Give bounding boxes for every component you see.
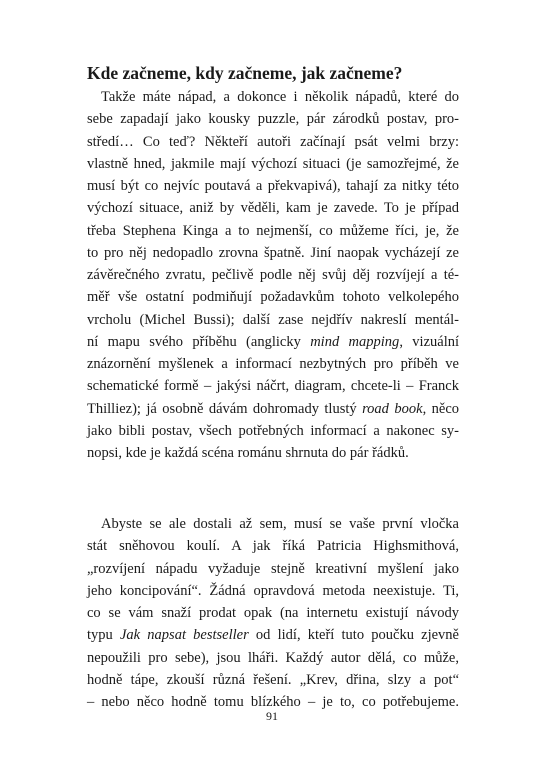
text-line: co se vám snaží prodat opak (na internetu existují návody	[87, 605, 459, 621]
text-line: nepoužili pro sebe), jsou lháři. Každý autor dělá, co může,	[87, 649, 459, 666]
text-line: jako bibli postav, všech potřebných informací a nakonec sy-	[87, 422, 459, 439]
text-line: třeba Stephena Kinga a to nejmenší, co můžeme říci, je, že	[87, 222, 459, 239]
text-line: „rozvíjení nápadu vyžaduje stejně kreativní myšlení jako	[87, 560, 459, 577]
text-line: středí… Co teď? Někteří autoři začínají psát velmi brzy:	[87, 133, 459, 150]
text-line: znázornění myšlenek a informací nezbytných pro příběh ve	[87, 356, 459, 372]
text-line: závěrečného zvratu, pečlivě podle něj svůj děj rozvíjejí a té-	[87, 267, 459, 283]
text-line-italic: typu Jak napsat bestseller od lidí, kteří tuto poučku zjevně	[87, 627, 459, 644]
text-line: musí být co nejvíc poutavá a překvapivá), tahají za nitky této	[87, 178, 459, 194]
text-line: vrcholu (Michel Bussi); další zase nejdřív nakreslí mentál-	[87, 311, 459, 328]
text-line: to pro něj nedopadlo zrovna špatně. Jiní naopak vycházejí ze	[87, 244, 459, 261]
text-line: jeho koncipování“. Žádná opravdová metoda neexistuje. Ti,	[87, 582, 459, 599]
text-line: vlastně hned, jakmile mají výchozí situaci (je samozřejmé, že	[87, 155, 459, 172]
text-line: Abyste se ale dostali až sem, musí se vaše první vločka	[101, 516, 459, 532]
text-line: sebe zapadají jako kousky puzzle, pár zárodků postav, pro-	[87, 111, 459, 128]
page-number: 91	[266, 709, 278, 723]
section-heading: Kde začneme, kdy začneme, jak začneme?	[87, 63, 403, 83]
text-line-italic: Thilliez); já osobně dávám dohromady tlustý road book, něco	[87, 400, 460, 417]
paragraph-2	[87, 513, 459, 713]
text-line: výchozí situace, aniž by věděli, kam je zavede. To je případ	[87, 200, 459, 217]
text-line: Takže máte nápad, a dokonce i několik nápadů, které do	[101, 89, 459, 105]
paragraph-1	[87, 86, 459, 464]
text-line: schematické formě – jakýsi náčrt, diagram, chcete-li – Franck	[87, 378, 459, 395]
text-line-italic: ní mapu svého příběhu (anglicky mind mapping, vizuální	[87, 333, 460, 350]
text-line: – nebo něco hodně tomu blízkého – je to, co potřebujeme.	[87, 694, 459, 710]
text-line: měř vše ostatní podmiňují požadavkům tohoto velkolepého	[87, 289, 459, 306]
text-line: stát sněhovou koulí. A jak říká Patricia Highsmithová,	[87, 538, 459, 555]
text-line: nopsi, kde je každá scéna románu shrnuta do pár řádků.	[87, 445, 409, 461]
text-line: hodně tápe, zkouší různá řešení. „Krev, dřina, slzy a pot“	[87, 671, 459, 688]
